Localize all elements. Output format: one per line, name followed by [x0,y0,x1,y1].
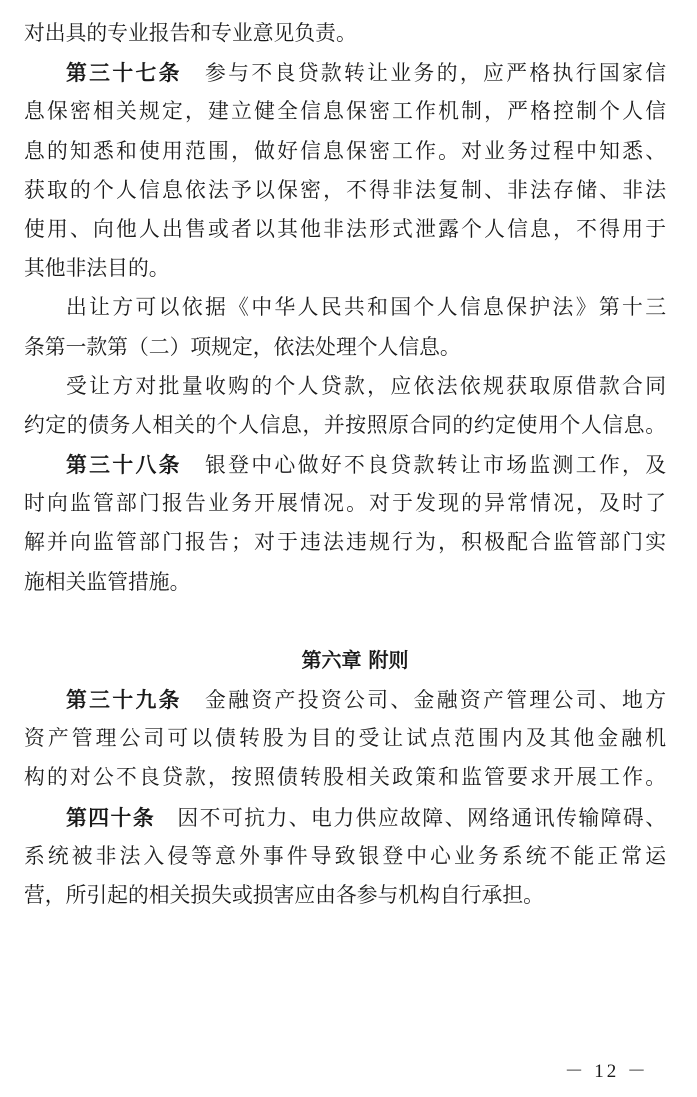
text-line: 条第一款第（二）项规定，依法处理个人信息。 [24,334,461,359]
text-line: 营，所引起的相关损失或损害应由各参与机构自行承担。 [24,882,544,907]
article-37-heading: 第三十七条 [66,60,182,86]
chapter-heading: 第六章 附则 [301,647,409,672]
text-line: 系统被非法入侵等意外事件导致银登中心业务系统不能正常运 [24,843,666,868]
article-38-first-line [24,445,666,484]
text-line: 施相关监管措施。 [24,569,191,594]
text-line: 约定的债务人相关的个人信息，并按照原合同的约定使用个人信息。 [24,412,666,437]
article-39-heading: 第三十九条 [66,687,182,712]
article-39-first-line [24,680,666,719]
text-line: 资产管理公司可以债转股为目的受让试点范围内及其他金融机 [24,726,666,751]
text-line: 出让方可以依据《中华人民共和国个人信息保护法》第十三 [66,295,666,320]
text-line: 时向监管部门报告业务开展情况。对于发现的异常情况，及时了 [24,491,666,516]
text-segment: 金融资产投资公司、金融资产管理公司、地方 [205,688,666,712]
text-line: 获取的个人信息依法予以保密，不得非法复制、非法存储、非法 [24,177,666,202]
text-line: 息的知悉和使用范围，做好信息保密工作。对业务过程中知悉、 [24,138,666,163]
document-page [24,14,666,915]
article-40-first-line [24,798,666,837]
text-line: 对出具的专业报告和专业意见负责。 [24,21,357,45]
article-38-heading: 第三十八条 [66,452,182,478]
article-40-heading: 第四十条 [66,804,156,830]
text-line: 构的对公不良贷款，按照债转股相关政策和监管要求开展工作。 [24,765,666,790]
section-spacer [24,602,666,641]
text-line: 其他非法目的。 [24,256,170,281]
text-line: 解并向监管部门报告；对于违法违规行为，积极配合监管部门实 [24,530,666,555]
text-segment: 参与不良贷款转让业务的，应严格执行国家信 [205,61,666,86]
article-37-first-line [24,53,666,92]
text-segment: 因不可抗力、电力供应故障、网络通讯传输障碍、 [177,805,666,830]
text-line: 使用、向他人出售或者以其他非法形式泄露个人信息，不得用于 [24,216,666,241]
text-line: 息保密相关规定，建立健全信息保密工作机制，严格控制个人信 [24,99,666,124]
text-segment: 银登中心做好不良贷款转让市场监测工作，及 [205,453,666,478]
page-number: － 12 － [564,1061,649,1082]
text-line: 受让方对批量收购的个人贷款，应依法依规获取原借款合同 [66,373,666,398]
